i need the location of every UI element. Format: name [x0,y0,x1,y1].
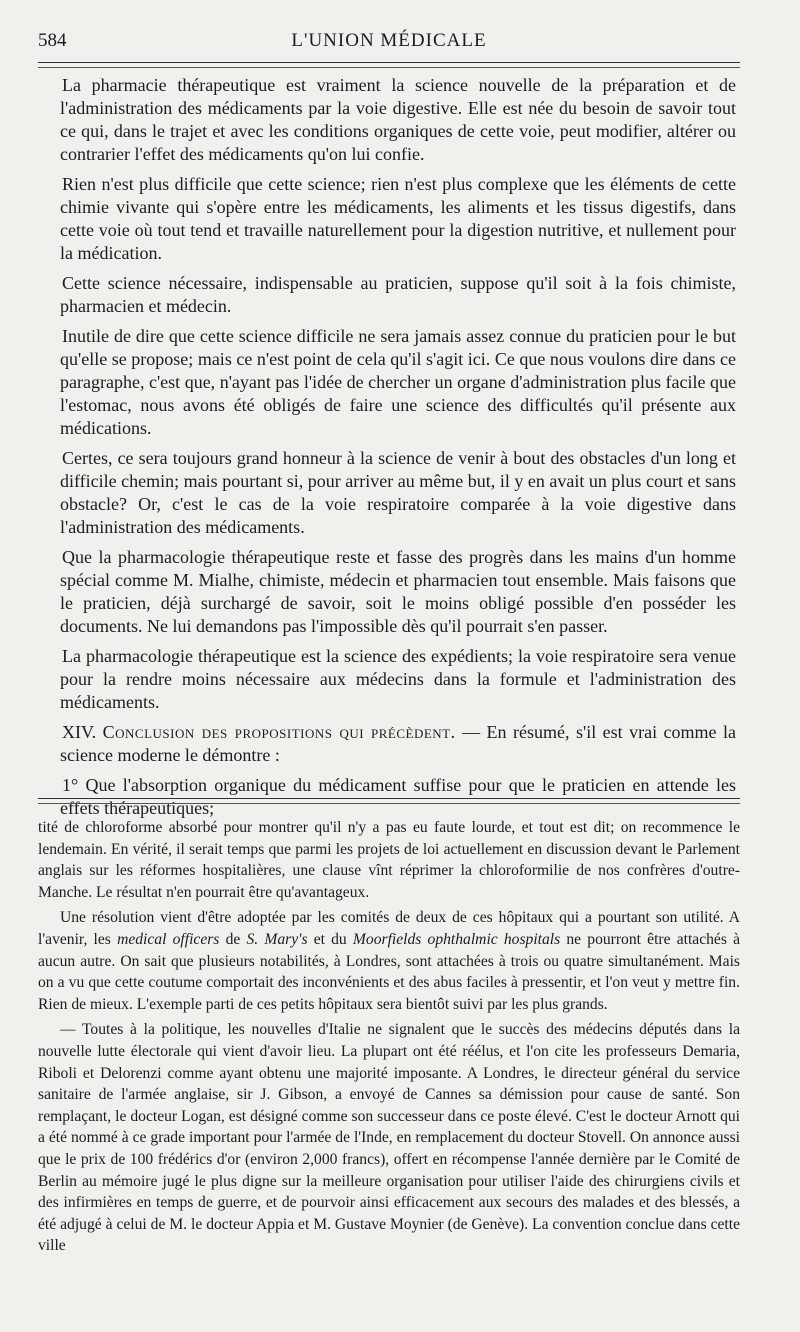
page-number: 584 [38,30,67,51]
note-paragraph: — Toutes à la politique, les nouvelles d'Italie ne signalent que le succès des médecins députés dans la nouvelle lutte électorale qui vient d'avoir lieu. La plupart ont été réélus, et l'on cite les professeurs Demaria, Riboli et Delorenzi comme ayant obtenu une majorité imposante. A Londres, le directeur général du service sanitaire de l'armée anglaise, sir J. Gibson, a envoyé de Cannes sa démission pour cause de santé. Son remplaçant, le docteur Logan, est désigné comme son successeur dans ce poste élevé. C'est le docteur Arnott qui a été nommé à ce grade important pour l'armée de l'Inde, en remplacement du docteur Stovell. On annonce aussi que le prix de 100 frédérics d'or (environ 2,000 francs), offert en récompense l'année dernière par le Comité de Berlin au mémoire jugé le plus digne sur la meilleure organisation pour utiliser l'aide des chirurgiens civils et des infirmières en temps de guerre, et de pourvoir ainsi efficacement aux secours des malades et des blessés, a été adjugé à celui de M. le docteur Appia et M. Gustave Moynier (de Genève). La convention conclue dans cette ville [38,1021,740,1255]
body-paragraph: La pharmacologie thérapeutique est la science des expédients; la voie respiratoire sera venue pour la rendre moins nécessaire aux médecins dans la formule et l'administration des médicaments. [60,646,736,712]
italic-term: S. Mary's [246,930,308,948]
body-paragraph: Inutile de dire que cette science difficile ne sera jamais assez connue du praticien pour le but qu'elle se propose; mais ce n'est point de cela qu'il s'agit ici. Ce que nous voulons dire dans ce paragraphe, c'est que, n'ayant pas l'idée de chercher un organe d'administration plus facile que l'estomac, nous avons été obligés de faire une science des difficultés qu'il présente aux médications. [60,326,736,438]
body-paragraph: Que la pharmacologie thérapeutique reste et fasse des progrès dans les mains d'un homme spécial comme M. Mialhe, chimiste, médecin et pharmacien tout ensemble. Mais faisons que le praticien, déjà surchargé de savoir, soit le moins obligé possible d'en posséder les documents. Ne lui demandons pas l'impossible dès qu'il pourrait s'en passer. [60,547,736,636]
main-article-text [60,74,736,827]
note-paragraph: tité de chloroforme absorbé pour montrer qu'il n'y a pas eu faute lourde, et tout est dit; on recommence le lendemain. En vérité, il serait temps que parmi les projets de loi actuellement en discussion devant le Parlement anglais sur les réformes hospitalières, une clause vînt réprimer la chloroformilie de nos confrères d'outre-Manche. Le résultat n'en pourrait être qu'avantageux. [38,819,740,901]
italic-term: Moorfields ophthalmic hospitals [352,930,561,948]
section-numeral: XIV. [62,722,97,742]
note-text-run: ne pourront être attachés à aucun autre. On sait que plusieurs notabilités, à Londres, sont attachées à trois ou quatre simultanément. Mais on a vu que cette coutume comportait des inconvénients et des abus faciles à pressentir, et l'on veut y mettre fin. Rien de mieux. L'exemple parti de ces petits hôpitaux sera bientôt suivi par les plus grands. [38,930,741,1013]
italic-term: medical officers [117,930,220,948]
feuilleton-text [38,817,740,1261]
body-paragraph: Rien n'est plus difficile que cette science; rien n'est plus complexe que les éléments de cette chimie vivante qui s'opère entre les médicaments, les aliments et les tissus digestifs, dans cette voie où tout tend et travaille naturellement pour la digestion nutritive, et nullement pour la médication. [60,174,736,263]
note-text-run: et du [307,930,353,948]
note-text-run: de [219,930,247,948]
numbered-item: 1° Que l'absorption organique du médicament suffise pour que le praticien en attende les effets thérapeutiques; [60,775,736,818]
section-heading: Conclusion des propositions qui précèdent. [102,722,456,742]
feuilleton-rule [38,798,740,804]
journal-title: L'UNION MÉDICALE [291,30,487,51]
page-header [38,26,740,60]
conclusion-text: — En résumé, s'il est vrai comme la science moderne le démontre : [60,722,736,765]
conclusion-paragraph [60,721,736,767]
header-rule [38,62,740,68]
note-paragraph [38,907,740,1015]
body-paragraph: Cette science nécessaire, indispensable au praticien, suppose qu'il soit à la fois chimiste, pharmacien et médecin. [60,273,736,316]
note-text-run: Une résolution vient d'être adoptée par les comités de deux de ces hôpitaux qui a pourtant son utilité. A l'avenir, les [38,909,740,948]
body-paragraph: Certes, ce sera toujours grand honneur à la science de venir à bout des obstacles d'un long et difficile chemin; mais pourtant si, pour arriver au même but, il y en avait un plus court et sans obstacle? Or, c'est le cas de la voie respiratoire comparée à la voie digestive dans l'administration des médicaments. [60,448,736,537]
body-paragraph: La pharmacie thérapeutique est vraiment la science nouvelle de la préparation et de l'administration des médicaments par la voie digestive. Elle est née du besoin de savoir tout ce qui, dans le trajet et avec les conditions organiques de cette voie, peut modifier, altérer ou contrarier l'effet des médicaments qu'on lui confie. [60,75,736,164]
